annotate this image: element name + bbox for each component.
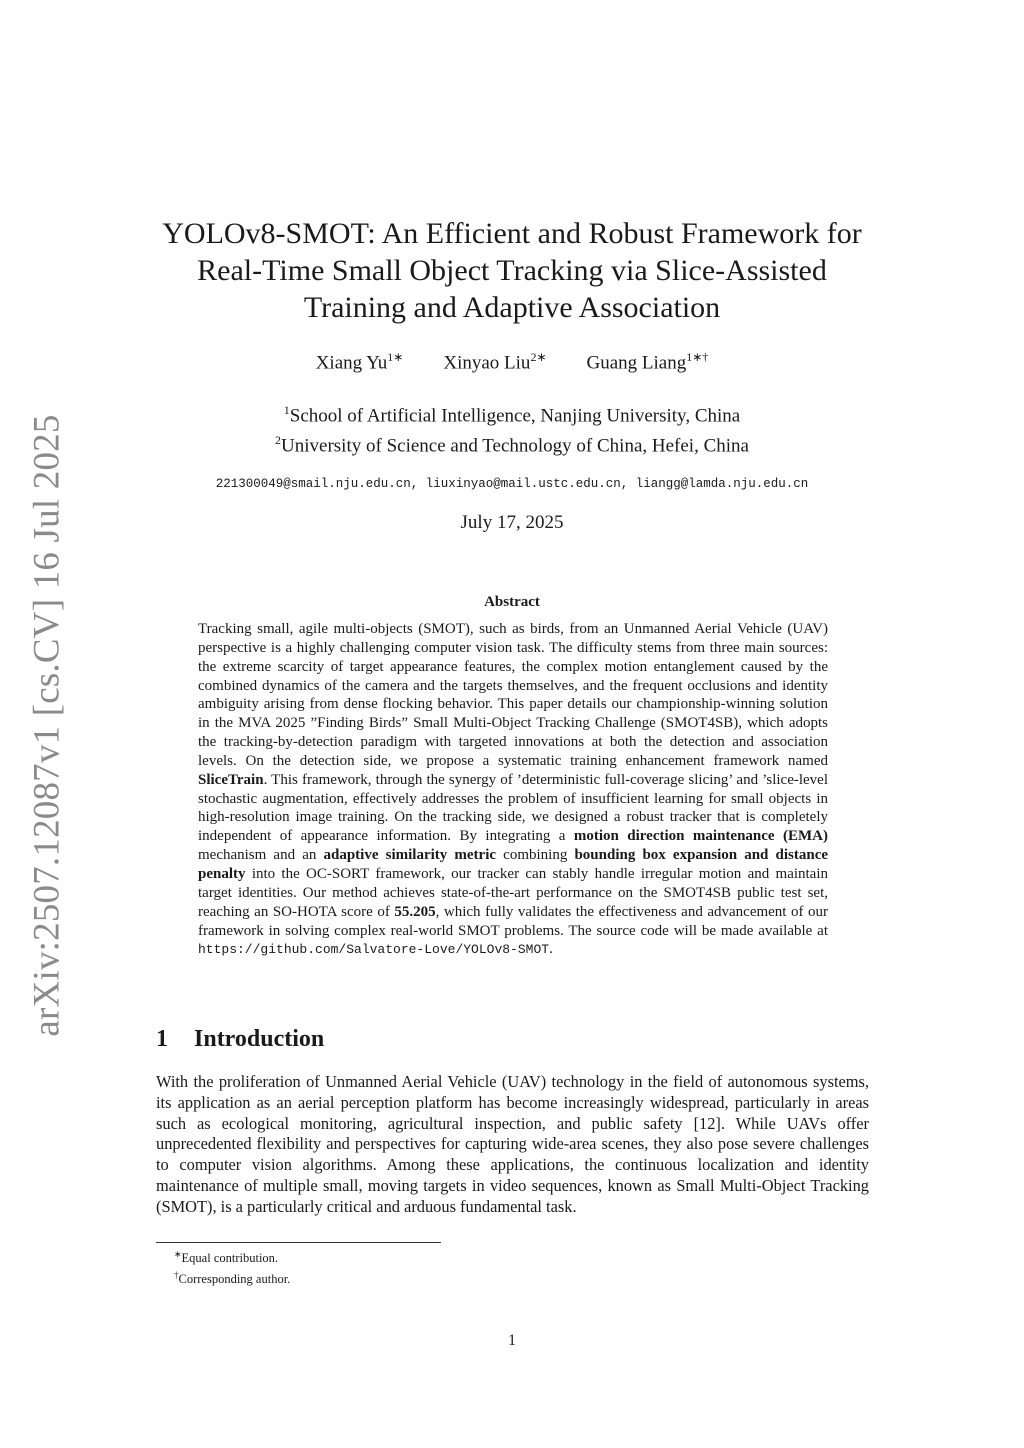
author: Guang Liang$^{1∗\dagger}$ [586, 350, 709, 374]
footnotes [174, 1246, 290, 1287]
section-number: 1 [156, 1026, 168, 1052]
adaptive-term: adaptive similarity metric [323, 847, 497, 864]
section-title: Introduction [194, 1026, 325, 1052]
title-line-2: Real-Time Small Object Tracking via Slice-Assisted [197, 254, 827, 287]
abstract-heading: Abstract [484, 594, 540, 610]
title-line-3: Training and Adaptive Association [303, 291, 721, 324]
author-list [150, 350, 874, 374]
arxiv-stamp-text: arXiv:2507.12087v1 [cs.CV] 16 Jul 2025 [26, 413, 68, 1037]
title-line-1: YOLOv8-SMOT: An Efficient and Robust Framework for [162, 217, 862, 250]
score-value: 55.205 [394, 903, 436, 920]
affiliations [150, 398, 874, 459]
bbox-term: bounding box expansion and distance penalty [198, 847, 829, 882]
introduction-paragraph: With the proliferation of Unmanned Aerial Vehicle (UAV) technology in the field of autonomous systems, its application as an aerial perception platform has become increasingly widespread, particularly in areas such as ecological monitoring, agricultural inspection, and public safety [12]. While UAVs offer unprecedented flexibility and perspectives for capturing wide-area scenes, they also pose severe challenges to computer vision algorithms. Among these applications, the continuous localization and identity maintenance of multiple small, moving targets in video sequences, known as Small Multi-Object Tracking (SMOT), is a particularly critical and arduous fundamental task. [156, 1072, 869, 1216]
paper-date: July 17, 2025 [460, 512, 564, 533]
affiliation: $^2$University of Science and Technology of China, Hefei, China [275, 433, 749, 457]
source-code-link[interactable]: https://github.com/Salvatore-Love/YOLOv8-SMOT [198, 942, 550, 958]
slicetrain-name: SliceTrain [198, 771, 264, 788]
affiliation: $^1$School of Artificial Intelligence, Nanjing University, China [283, 403, 741, 427]
footnote-divider [156, 1242, 441, 1243]
section-heading [156, 1026, 324, 1053]
author: Xiang $Yu^{1∗}$ [315, 350, 404, 374]
arxiv-stamp [20, 413, 74, 1037]
footnote: †Corresponding author. [174, 1269, 291, 1286]
author-emails: 221300049@smail.nju.edu.cn, liuxinyao@mail.ustc.edu.cn, liangg@lamda.nju.edu.cn [215, 477, 809, 491]
paper-title [150, 215, 874, 326]
footnote: ∗Equal contribution. [174, 1249, 279, 1266]
abstract-text: Tracking small, agile multi-objects (SMOT), such as birds, from an Unmanned Aerial Vehicle (UAV) perspective is a highly challenging computer vision task. The difficulty stems from three main sources: the extreme scarcity of target appearance features, the complex motion entanglement caused by the combined dynamics of the camera and the targets themselves, and the frequent occlusions and identity ambiguity arising from dense flocking behavior. This paper details our championship-winning solution in the MVA 2025 ”Finding Birds” Small Multi-Object Tracking Challenge (SMOT4SB), which adopts the tracking-by-detection paradigm with targeted innovations at both the detection and association levels. On the detection side, we propose a systematic training enhancement framework named SliceTrain. This framework, through the synergy of ’deterministic full-coverage slicing’ and ’slice-level stochastic augmentation, effectively addresses the problem of insufficient learning for small objects in high-resolution image training. On the tracking side, we designed a robust tracker that is completely independent of appearance information. By integrating a motion direction maintenance (EMA) mechanism and an adaptive similarity metric combining bounding box expansion and distance penalty into the OC-SORT framework, our tracker can stably handle irregular motion and maintain target identities. Our method achieves state-of-the-art performance on the SMOT4SB public test set, reaching an SO-HOTA score of 55.205, which fully validates the effectiveness and advancement of our framework in solving complex real-world SMOT problems. The source code will be made available at https://github.com/Salvatore-Love/YOLOv8-SMOT. [198, 621, 829, 958]
ema-term: motion direction maintenance (EMA) [573, 828, 828, 845]
page-number: 1 [508, 1332, 516, 1349]
author: Xinyao Liu$^{2∗}$ [443, 350, 547, 374]
